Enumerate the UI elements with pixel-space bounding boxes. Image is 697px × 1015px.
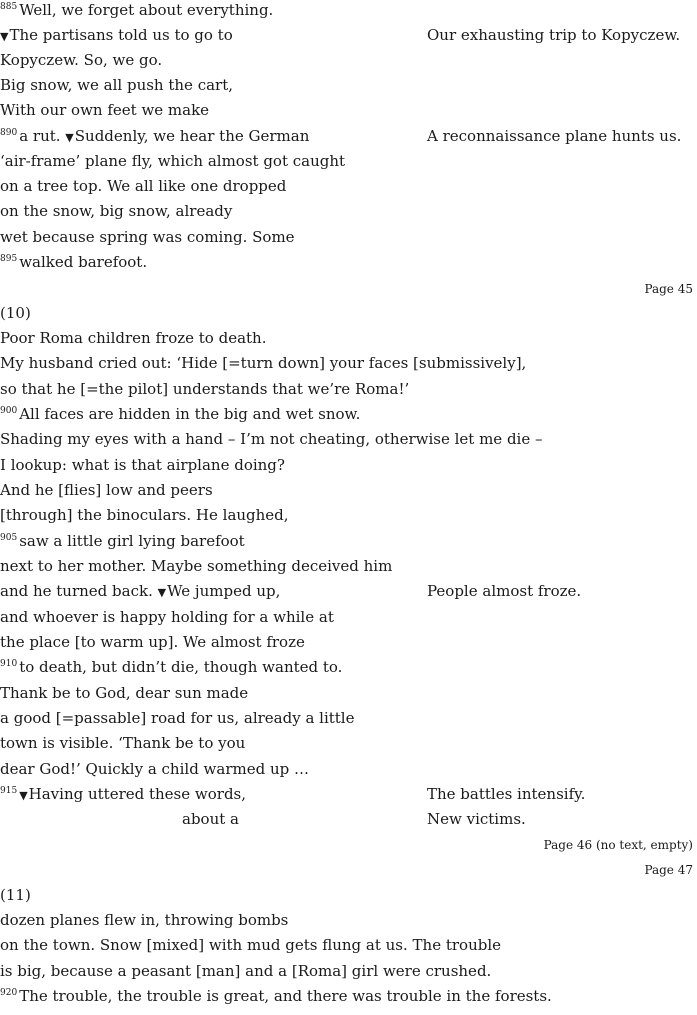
line-number: 910: [0, 659, 18, 669]
line-text: next to her mother. Maybe something deceived him: [0, 557, 393, 575]
line-text: With our own feet we make: [0, 101, 210, 119]
poem-line: [0, 683, 248, 703]
line-text: ‘air-frame’ plane fly, which almost got caught: [0, 152, 346, 170]
poem-line: [0, 151, 345, 171]
poem-line: [0, 581, 280, 603]
line-text: town is visible. ‘Thank be to you: [0, 734, 246, 752]
line-text: to death, but didn’t die, though wanted to.: [19, 658, 343, 676]
page-number: Page 47: [644, 863, 693, 877]
line-text: Poor Roma children froze to death.: [0, 329, 267, 347]
line-text: dear God!’ Quickly a child warmed up …: [0, 760, 310, 778]
poem-line: [0, 25, 233, 47]
line-text: on the snow, big snow, already: [0, 202, 233, 220]
line-number: 905: [0, 533, 18, 543]
line-text: Well, we forget about everything.: [19, 1, 274, 19]
page-number: Page 45: [644, 282, 693, 296]
margin-note: The battles intensify.: [427, 785, 586, 803]
line-number: 890: [0, 128, 18, 138]
poem-line: [0, 227, 295, 247]
margin-note: People almost froze.: [427, 582, 582, 600]
line-text: so that he [=the pilot] understands that we’re Roma!’: [0, 380, 410, 398]
line-number: 915: [0, 786, 18, 796]
line-text: I lookup: what is that airplane doing?: [0, 456, 285, 474]
line-text: the place [to warm up]. We almost froze: [0, 633, 305, 651]
poem-line: [0, 556, 392, 576]
poem-line: [0, 100, 209, 120]
poem-line: [0, 353, 526, 373]
poem-line: [0, 176, 286, 196]
line-text: saw a little girl lying barefoot: [19, 532, 245, 550]
poem-line: [0, 0, 273, 23]
poem-line: [0, 455, 285, 475]
triangle-marker-icon: ▼: [65, 131, 74, 144]
poem-line: [0, 252, 147, 275]
poem-line: [0, 531, 245, 554]
poem-line: [0, 733, 245, 753]
poem-line: [0, 935, 501, 955]
poem-line: [0, 986, 552, 1009]
line-text: All faces are hidden in the big and wet snow.: [19, 405, 361, 423]
line-text: Big snow, we all push the cart,: [0, 76, 233, 94]
line-text: dozen planes flew in, throwing bombs: [0, 911, 289, 929]
line-text: Shading my eyes with a hand – I’m not cheating, otherwise let me die –: [0, 430, 543, 448]
line-text: wet because spring was coming. Some: [0, 228, 295, 246]
triangle-marker-icon: ▼: [0, 30, 9, 43]
poem-line: [0, 429, 542, 449]
poem-line: [0, 328, 266, 348]
poem-line: [0, 379, 409, 399]
poem-line: [0, 404, 360, 427]
line-number: 900: [0, 406, 18, 416]
line-text: Having uttered these words,: [28, 785, 247, 803]
poem-line: [0, 201, 232, 221]
line-text: walked barefoot.: [19, 253, 148, 271]
poem-line: [0, 126, 309, 149]
line-text: Kopyczew. So, we go.: [0, 51, 163, 69]
line-text: a rut.: [19, 127, 66, 145]
poem-line: [0, 708, 355, 728]
poem-line: [0, 505, 289, 525]
poem-line: [0, 961, 491, 981]
poem-line: [0, 910, 288, 930]
poem-line: [0, 759, 309, 779]
margin-note: Our exhausting trip to Kopyczew.: [427, 26, 681, 44]
line-text: and whoever is happy holding for a while at: [0, 608, 334, 626]
line-number: 885: [0, 2, 18, 12]
line-text: The trouble, the trouble is great, and there was trouble in the forests.: [19, 987, 552, 1005]
poem-line: [0, 75, 233, 95]
line-text: And he [flies] low and peers: [0, 481, 213, 499]
triangle-marker-icon: ▼: [157, 586, 167, 599]
line-text: The partisans told us to go to: [9, 26, 233, 44]
poem-line: [182, 809, 239, 829]
line-text: about a: [182, 810, 239, 828]
line-text: [through] the binoculars. He laughed,: [0, 506, 289, 524]
poem-line: [0, 50, 162, 70]
line-text: a good [=passable] road for us, already a little: [0, 709, 355, 727]
triangle-marker-icon: ▼: [19, 789, 28, 802]
poem-line: [0, 632, 305, 652]
line-text: My husband cried out: ‘Hide [=turn down] your faces [submissively],: [0, 354, 527, 372]
page-number: Page 46 (no text, empty): [543, 838, 693, 852]
line-text: and he turned back.: [0, 582, 158, 600]
margin-note: A reconnaissance plane hunts us.: [427, 127, 682, 145]
poem-line: [0, 784, 246, 807]
margin-note: New victims.: [427, 810, 526, 828]
line-number: 920: [0, 988, 18, 998]
poem-line: [0, 480, 213, 500]
line-text: We jumped up,: [167, 582, 281, 600]
line-text: on a tree top. We all like one dropped: [0, 177, 287, 195]
line-text: is big, because a peasant [man] and a [Roma] girl were crushed.: [0, 962, 492, 980]
poem-line: [0, 657, 342, 680]
line-number: 895: [0, 254, 18, 264]
poem-line: [0, 607, 334, 627]
line-text: on the town. Snow [mixed] with mud gets flung at us. The trouble: [0, 936, 502, 954]
section-heading: (10): [0, 304, 31, 322]
section-heading: (11): [0, 886, 31, 904]
line-text: Suddenly, we hear the German: [74, 127, 310, 145]
line-text: Thank be to God, dear sun made: [0, 684, 249, 702]
